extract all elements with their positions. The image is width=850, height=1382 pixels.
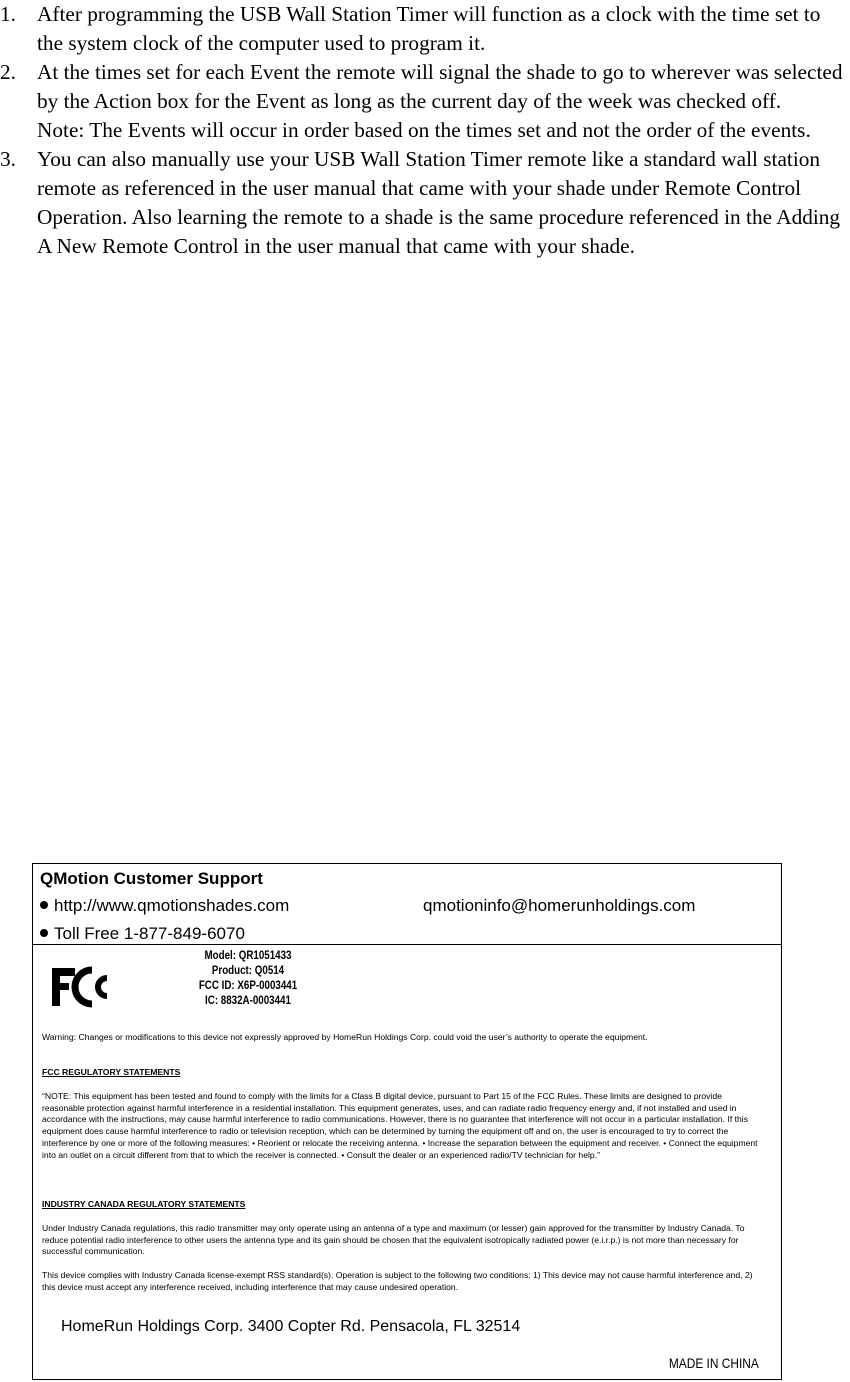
ic-statement-1: Under Industry Canada regulations, this radio transmitter may only operate using an antenna of a type and maximum (or lesser) gain approved for the transmitter by Industry Canada. To reduce potential radio interference to other users the antenna type and its gain should be chosen that the equivalent isotropically radiated power (e.i.r.p.) is not more than necessary for successful communication. — [42, 1223, 745, 1257]
company-address: HomeRun Holdings Corp. 3400 Copter Rd. Pensacola, FL 32514 — [61, 1318, 521, 1335]
fcc-logo-icon — [52, 964, 116, 1012]
fcc-id: FCC ID: X6P-0003441 — [198, 980, 298, 992]
website-link[interactable]: http://www.qmotionshades.com — [54, 896, 290, 915]
step-text: You can also manually use your USB Wall Station Timer remote like a standard wall station remote as referenced in the user manual that came with your shade under Remote Control Operation. Also learning the remote to a shade is the same procedure referenced in the Adding A New Remote Control in the user manual that came with your shade. — [37, 147, 841, 258]
ic-statement-2: This device complies with Industry Canada license-exempt RSS standard(s). Operation is subject to the following two conditions: 1) This device may not cause harmful interference and, 2) this device must accept any interference received, including interference that may cause undesired operation. — [42, 1270, 753, 1292]
model-number: Model: QR1051433 — [204, 950, 292, 962]
bullet-icon — [40, 929, 48, 937]
fcc-heading: FCC REGULATORY STATEMENTS — [42, 1067, 181, 1077]
made-in-label: MADE IN CHINA — [669, 1355, 759, 1371]
support-title: QMotion Customer Support — [40, 869, 263, 888]
website-bullet — [40, 896, 289, 916]
step-1 — [0, 0, 850, 58]
support-label-box — [32, 863, 782, 1380]
fcc-note: “NOTE: This equipment has been tested and found to comply with the limits for a Class B digital device, pursuant to Part 15 of the FCC Rules. These limits are designed to provide reasonable protection against harmful interference in a residential installation. This equipment generates, uses, and can radiate radio frequency energy and, if not installed and used in accordance with the instructions, may cause harmful interference to radio communications. However, there is no guarantee that interference will not occur in a particular installation. If this equipment does cause harmful interference to radio or television reception, which can be determined by turning the equipment off and on, the user is encouraged to try to correct the interference by one or more of the following measures: • Reorient or relocate the receiving antenna. • Increase the separation between the equipment and receiver. • Connect the equipment into an outlet on a circuit different from that to which the receiver is connected. • Consult the dealer or an experienced radio/TV technician for help.” — [42, 1091, 758, 1160]
customer-support-section — [33, 864, 781, 945]
step-text: At the times set for each Event the remote will signal the shade to go to wherever was selected by the Action box for the Event as long as the current day of the week was checked off. — [37, 60, 843, 113]
phone-bullet — [40, 924, 245, 944]
support-email[interactable]: qmotioninfo@homerunholdings.com — [423, 896, 696, 915]
ic-number: IC: 8832A-0003441 — [205, 995, 291, 1007]
step-number: 2. — [0, 60, 16, 84]
step-3 — [0, 145, 850, 261]
model-info — [189, 949, 308, 1009]
step-2 — [0, 58, 850, 145]
bullet-icon — [40, 901, 48, 909]
support-phone: Toll Free 1-877-849-6070 — [54, 924, 245, 943]
warning-text: Warning: Changes or modifications to this device not expressly approved by HomeRun Holdings Corp. could void the user’s authority to operate the equipment. — [42, 1032, 648, 1042]
step-number: 3. — [0, 147, 16, 171]
fcc-logo-text: FC — [52, 964, 54, 965]
product-number: Product: Q0514 — [211, 965, 285, 977]
ic-heading: INDUSTRY CANADA REGULATORY STATEMENTS — [42, 1199, 246, 1209]
step-number: 1. — [0, 2, 16, 26]
step-note: Note: The Events will occur in order based on the times set and not the order of the events. — [37, 118, 811, 142]
instruction-steps — [0, 0, 850, 261]
step-text: After programming the USB Wall Station Timer will function as a clock with the time set to the system clock of the computer used to program it. — [37, 2, 821, 55]
